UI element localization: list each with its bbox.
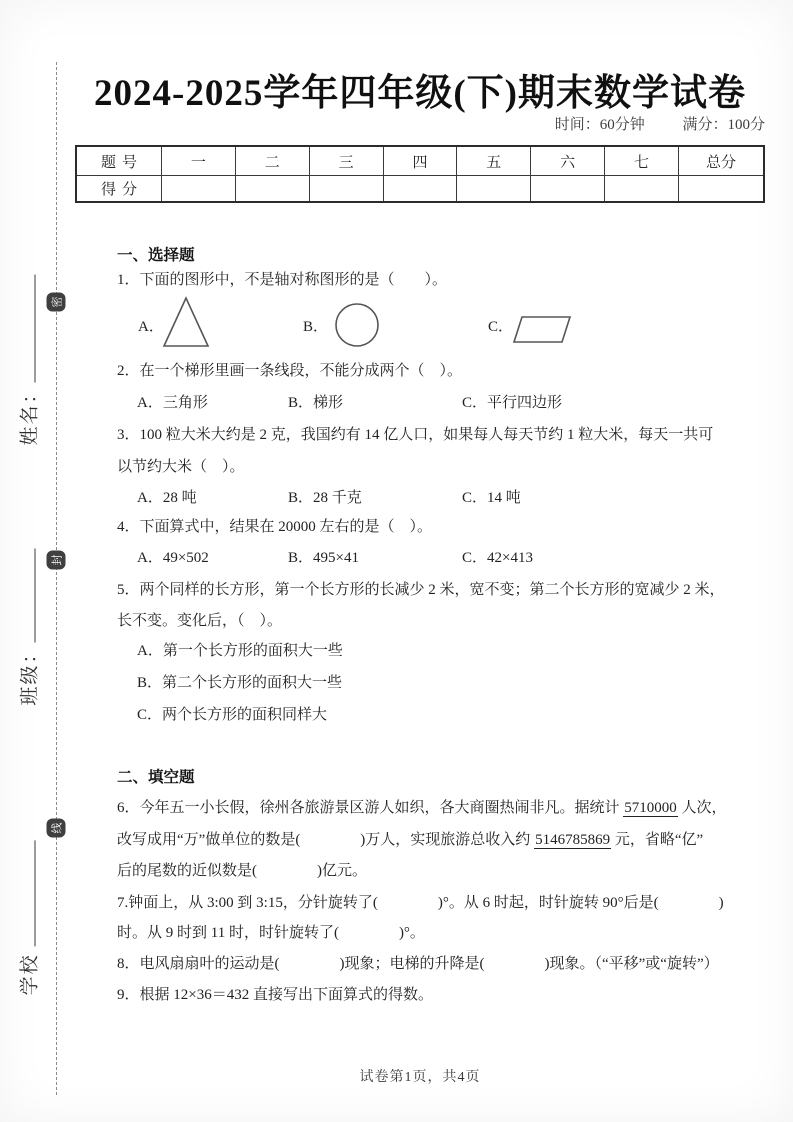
question-7-line-2: 时。从 9 时到 11 时，时针旋转了( )°。	[117, 925, 425, 941]
q6-text-part: 元，省略“亿”	[611, 832, 704, 848]
question-4-text: 4．下面算式中，结果在 20000 左右的是（ ）。	[117, 519, 433, 535]
section-1-heading: 一、选择题	[117, 247, 195, 264]
page-title: 2024-2025学年四年级(下)期末数学试卷	[94, 73, 746, 114]
question-6-line-1	[117, 799, 727, 818]
class-label: 班级：	[19, 642, 41, 706]
q6-underlined-number-1: 5710000	[624, 800, 677, 816]
student-school-field	[15, 841, 42, 996]
q2-option-c: C．平行四边形	[462, 395, 563, 411]
score-table	[75, 145, 765, 203]
name-blank-line	[16, 274, 36, 382]
score-cell	[309, 176, 383, 203]
score-table-corner-label: 题号	[76, 146, 162, 176]
question-6-line-2	[117, 831, 703, 850]
school-label: 学校	[19, 953, 41, 996]
seal-char: 线	[51, 822, 63, 834]
score-table-col-2: 二	[235, 146, 309, 176]
score-cell	[457, 176, 531, 203]
q6-underlined-number-2: 5146785869	[535, 832, 611, 848]
score-row-label: 得分	[76, 176, 162, 203]
score-cell	[383, 176, 457, 203]
question-1-text: 1．下面的图形中，不是轴对称图形的是（ ）。	[117, 272, 448, 288]
score-table-col-4: 四	[383, 146, 457, 176]
name-label: 姓名：	[19, 382, 41, 446]
seal-stamp-mi	[47, 293, 66, 312]
seal-dashed-line	[56, 62, 57, 1095]
score-cell	[235, 176, 309, 203]
section-2-heading: 二、填空题	[117, 769, 195, 786]
question-3-line-2: 以节约大米（ ）。	[117, 459, 245, 475]
page-number-footer: 试卷第1页，共4页	[359, 1070, 481, 1085]
q6-text-part: 人次，	[677, 800, 727, 816]
seal-char: 密	[51, 296, 63, 308]
seal-stamp-xian	[47, 819, 66, 838]
q3-option-a: A．28 吨	[137, 490, 197, 506]
class-blank-line	[16, 548, 36, 642]
q3-option-c: C．14 吨	[462, 490, 521, 506]
q1-option-c-label: C．	[488, 319, 514, 335]
question-7-line-1: 7.钟面上，从 3:00 到 3:15，分针旋转了( )°。从 6 时起，时针旋转 90°后是( )	[117, 895, 724, 911]
score-table-header-row	[76, 146, 764, 176]
time-limit-label: 时间：60分钟	[554, 117, 645, 133]
parallelogram-shape	[512, 315, 572, 344]
q4-option-b: B．495×41	[288, 550, 359, 566]
q6-text-part: 6．今年五一小长假，徐州各旅游景区游人如织，各大商圈热闹非凡。据统计	[117, 800, 624, 816]
student-class-field	[15, 548, 42, 705]
q4-option-a: A．49×502	[137, 550, 209, 566]
question-3-line-1: 3．100 粒大米大约是 2 克，我国约有 14 亿人口，如果每人每天节约 1 粒大米，每天一共可	[117, 427, 714, 443]
q1-option-a-label: A．	[138, 319, 164, 335]
triangle-shape	[162, 296, 210, 348]
seal-stamp-feng	[47, 551, 66, 570]
seal-char: 封	[51, 554, 63, 566]
score-table-col-1: 一	[162, 146, 236, 176]
question-5-line-1: 5．两个同样的长方形，第一个长方形的长减少 2 米，宽不变；第二个长方形的宽减少 2 米，	[117, 582, 725, 598]
q5-option-b: B．第二个长方形的面积大一些	[137, 675, 343, 691]
question-5-line-2: 长不变。变化后，（ ）。	[117, 613, 283, 629]
q4-option-c: C．42×413	[462, 550, 533, 566]
full-score-label: 满分：100分	[682, 117, 765, 133]
score-cell	[605, 176, 679, 203]
question-6-line-3: 后的尾数的近似数是( )亿元。	[117, 863, 367, 879]
q2-option-b: B．梯形	[288, 395, 344, 411]
school-blank-line	[16, 841, 36, 947]
score-table-score-row	[76, 176, 764, 203]
q5-option-a: A．第一个长方形的面积大一些	[137, 643, 343, 659]
student-name-field	[15, 274, 42, 445]
score-cell	[531, 176, 605, 203]
q3-option-b: B．28 千克	[288, 490, 362, 506]
score-table-col-3: 三	[309, 146, 383, 176]
score-table-col-total: 总分	[679, 146, 765, 176]
q5-option-c: C．两个长方形的面积同样大	[137, 707, 328, 723]
score-cell	[679, 176, 765, 203]
question-9-text: 9．根据 12×36＝432 直接写出下面算式的得数。	[117, 987, 433, 1003]
circle-shape	[334, 302, 380, 348]
q6-text-part: 改写成用“万”做单位的数是( )万人，实现旅游总收入约	[117, 832, 535, 848]
score-table-col-5: 五	[457, 146, 531, 176]
q2-option-a: A．三角形	[137, 395, 208, 411]
question-2-text: 2．在一个梯形里画一条线段，不能分成两个（ ）。	[117, 363, 463, 379]
score-table-col-6: 六	[531, 146, 605, 176]
q1-option-b-label: B．	[303, 319, 329, 335]
score-table-col-7: 七	[605, 146, 679, 176]
exam-meta	[75, 113, 765, 134]
question-8-text: 8．电风扇扇叶的运动是( )现象；电梯的升降是( )现象。（“平移”或“旋转”）	[117, 956, 719, 972]
score-cell	[162, 176, 236, 203]
